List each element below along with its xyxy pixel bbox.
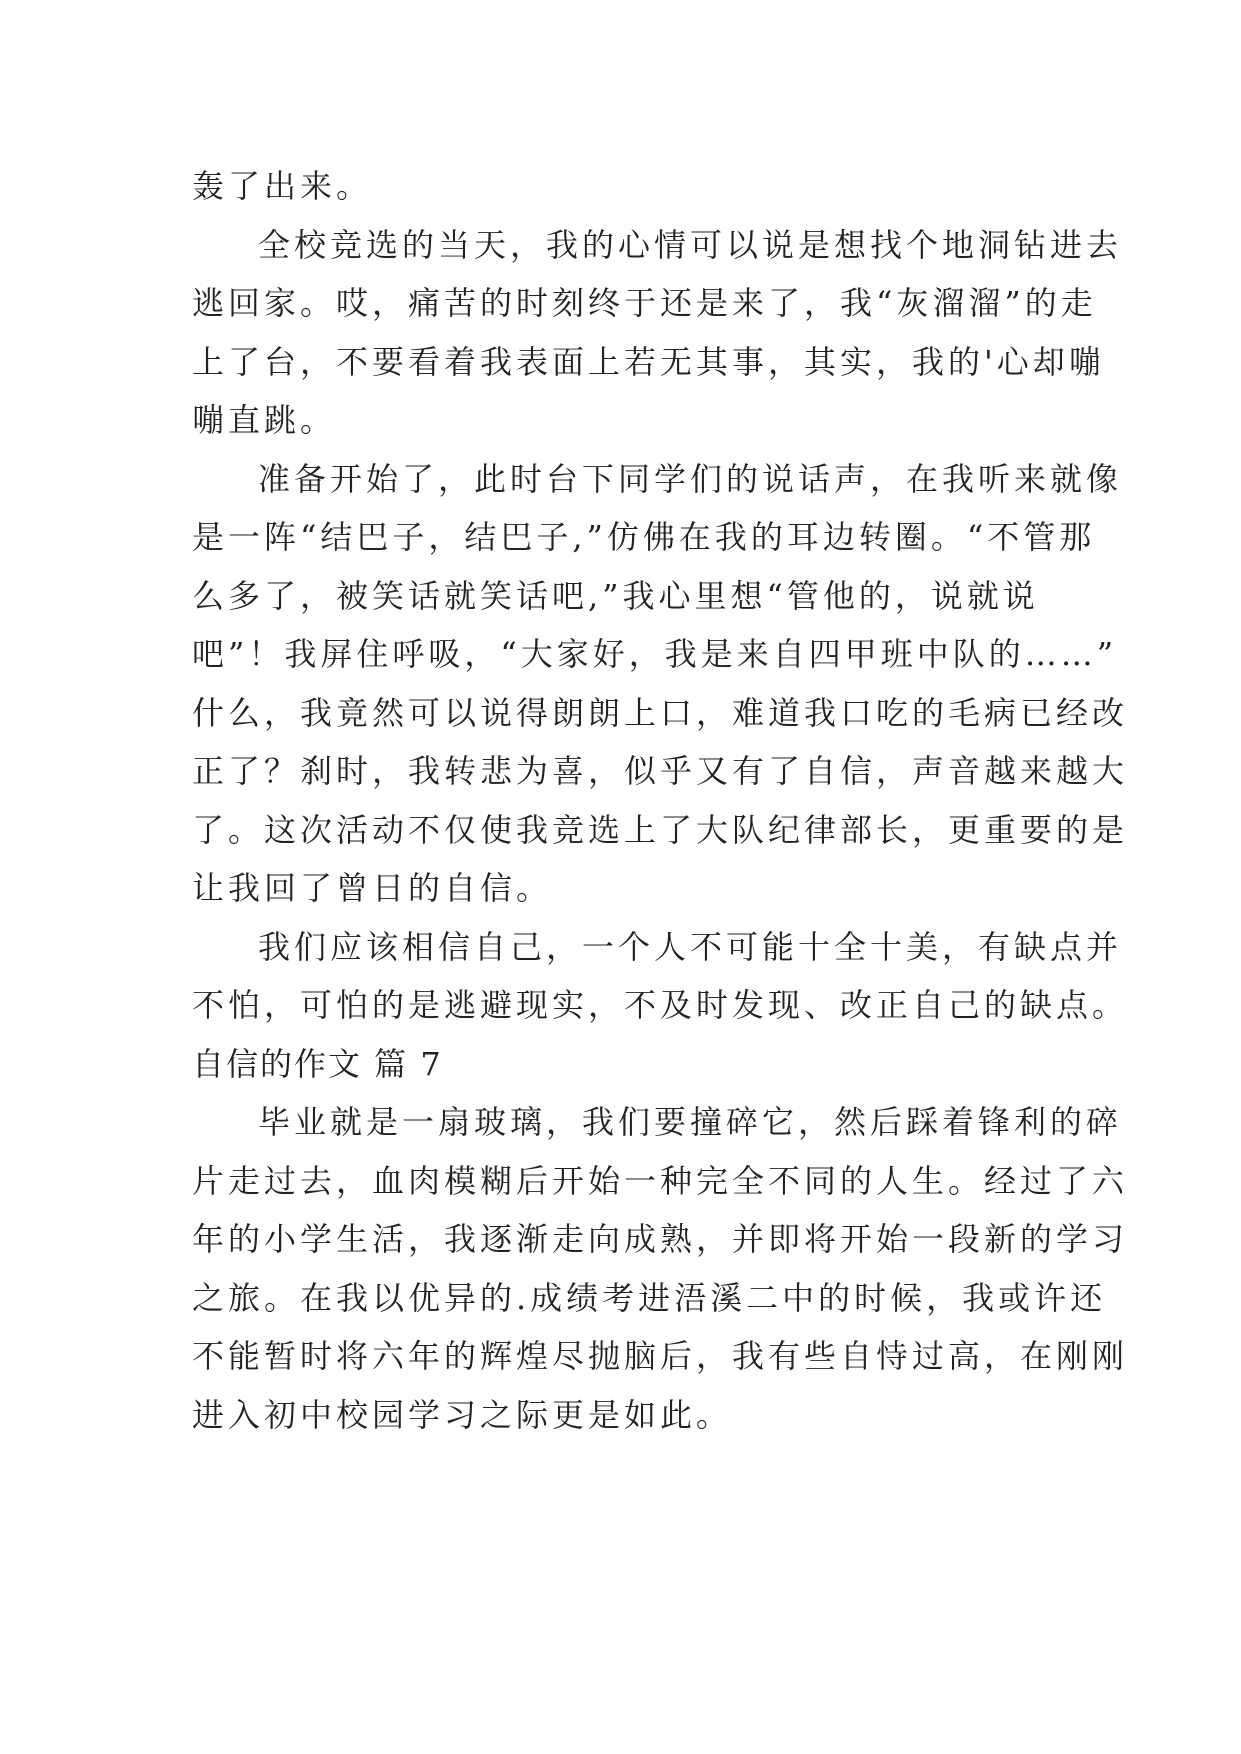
text-line: 片走过去，血肉模糊后开始一种完全不同的人生。经过了六 bbox=[192, 1161, 1129, 1200]
document-body bbox=[192, 157, 1129, 1444]
text-line: 逃回家。哎，痛苦的时刻终于还是来了，我“灰溜溜”的走 bbox=[192, 284, 1097, 322]
text-line: 进入初中校园学习之际更是如此。 bbox=[192, 1395, 733, 1434]
text-line: 轰了出来。 bbox=[192, 167, 373, 205]
text-line: 让我回了曾日的自信。 bbox=[192, 869, 553, 907]
text-line: 年的小学生活，我逐渐走向成熟，并即将开始一段新的学习 bbox=[192, 1220, 1129, 1258]
paragraph-start-line: 全校竞选的当天，我的心情可以说是想找个地洞钻进去 bbox=[258, 225, 1123, 264]
text-line: 不能暂时将六年的辉煌尽抛脑后，我有些自恃过高，在刚刚 bbox=[192, 1337, 1129, 1375]
text-line: 上了台，不要看着我表面上若无其事，其实，我的'心却嘣 bbox=[192, 342, 1105, 381]
text-line: 正了？刹时，我转悲为喜，似乎又有了自信，声音越来越大 bbox=[192, 752, 1129, 790]
text-line: 么多了，被笑话就笑话吧,”我心里想“管他的，说就说 bbox=[192, 576, 1039, 615]
paragraph-start-line: 我们应该相信自己，一个人不可能十全十美，有缺点并 bbox=[258, 927, 1123, 966]
section-heading: 自信的作文 篇 7 bbox=[192, 1044, 443, 1083]
text-line: 了。这次活动不仅使我竞选上了大队纪律部长，更重要的是 bbox=[192, 810, 1129, 849]
paragraph-start-line: 准备开始了，此时台下同学们的说话声，在我听来就像 bbox=[258, 459, 1123, 498]
text-line: 不怕，可怕的是逃避现实，不及时发现、改正自己的缺点。 bbox=[192, 986, 1129, 1024]
text-line: 之旅。在我以优异的.成绩考进浯溪二中的时候，我或许还 bbox=[192, 1278, 1107, 1317]
text-line: 嘣直跳。 bbox=[192, 401, 337, 439]
text-line: 吧”！我屏住呼吸，“大家好，我是来自四甲班中队的……” bbox=[192, 635, 1118, 673]
text-line: 什么，我竟然可以说得朗朗上口，难道我口吃的毛病已经改 bbox=[192, 693, 1129, 732]
paragraph-start-line: 毕业就是一扇玻璃，我们要撞碎它，然后踩着锋利的碎 bbox=[258, 1103, 1123, 1141]
text-line: 是一阵“结巴子，结巴子,”仿佛在我的耳边转圈。“不管那 bbox=[192, 518, 1096, 556]
